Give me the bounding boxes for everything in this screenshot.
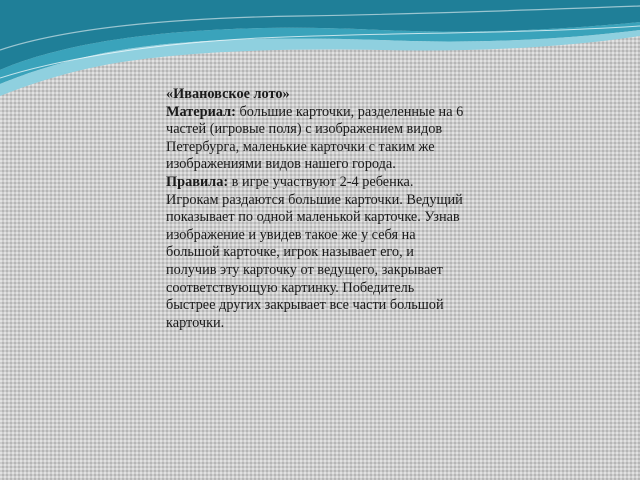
rules-label: Правила: — [166, 173, 229, 190]
game-title: «Ивановское лото» — [166, 86, 290, 102]
rules-paragraph — [166, 174, 466, 332]
material-text: большие карточки, разделенные на 6 частей (игровые поля) с изображением видов Петербурга, маленькие карточки с таким же изображениями видов нашего города. — [166, 103, 464, 173]
text-block — [166, 86, 466, 332]
rules-text: в игре участвуют 2-4 ребенка. Игрокам раздаются большие карточки. Ведущий показывает по одной маленькой карточке. Узнав изображение и увидев такое же у себя на большой карточке, игрок называет его, и получив эту карточку от ведущего, закрывает соответствующую картинку. Победитель быстрее других закрывает все части большой карточки. — [166, 173, 463, 331]
material-paragraph — [166, 104, 466, 174]
material-label: Материал: — [166, 103, 236, 120]
